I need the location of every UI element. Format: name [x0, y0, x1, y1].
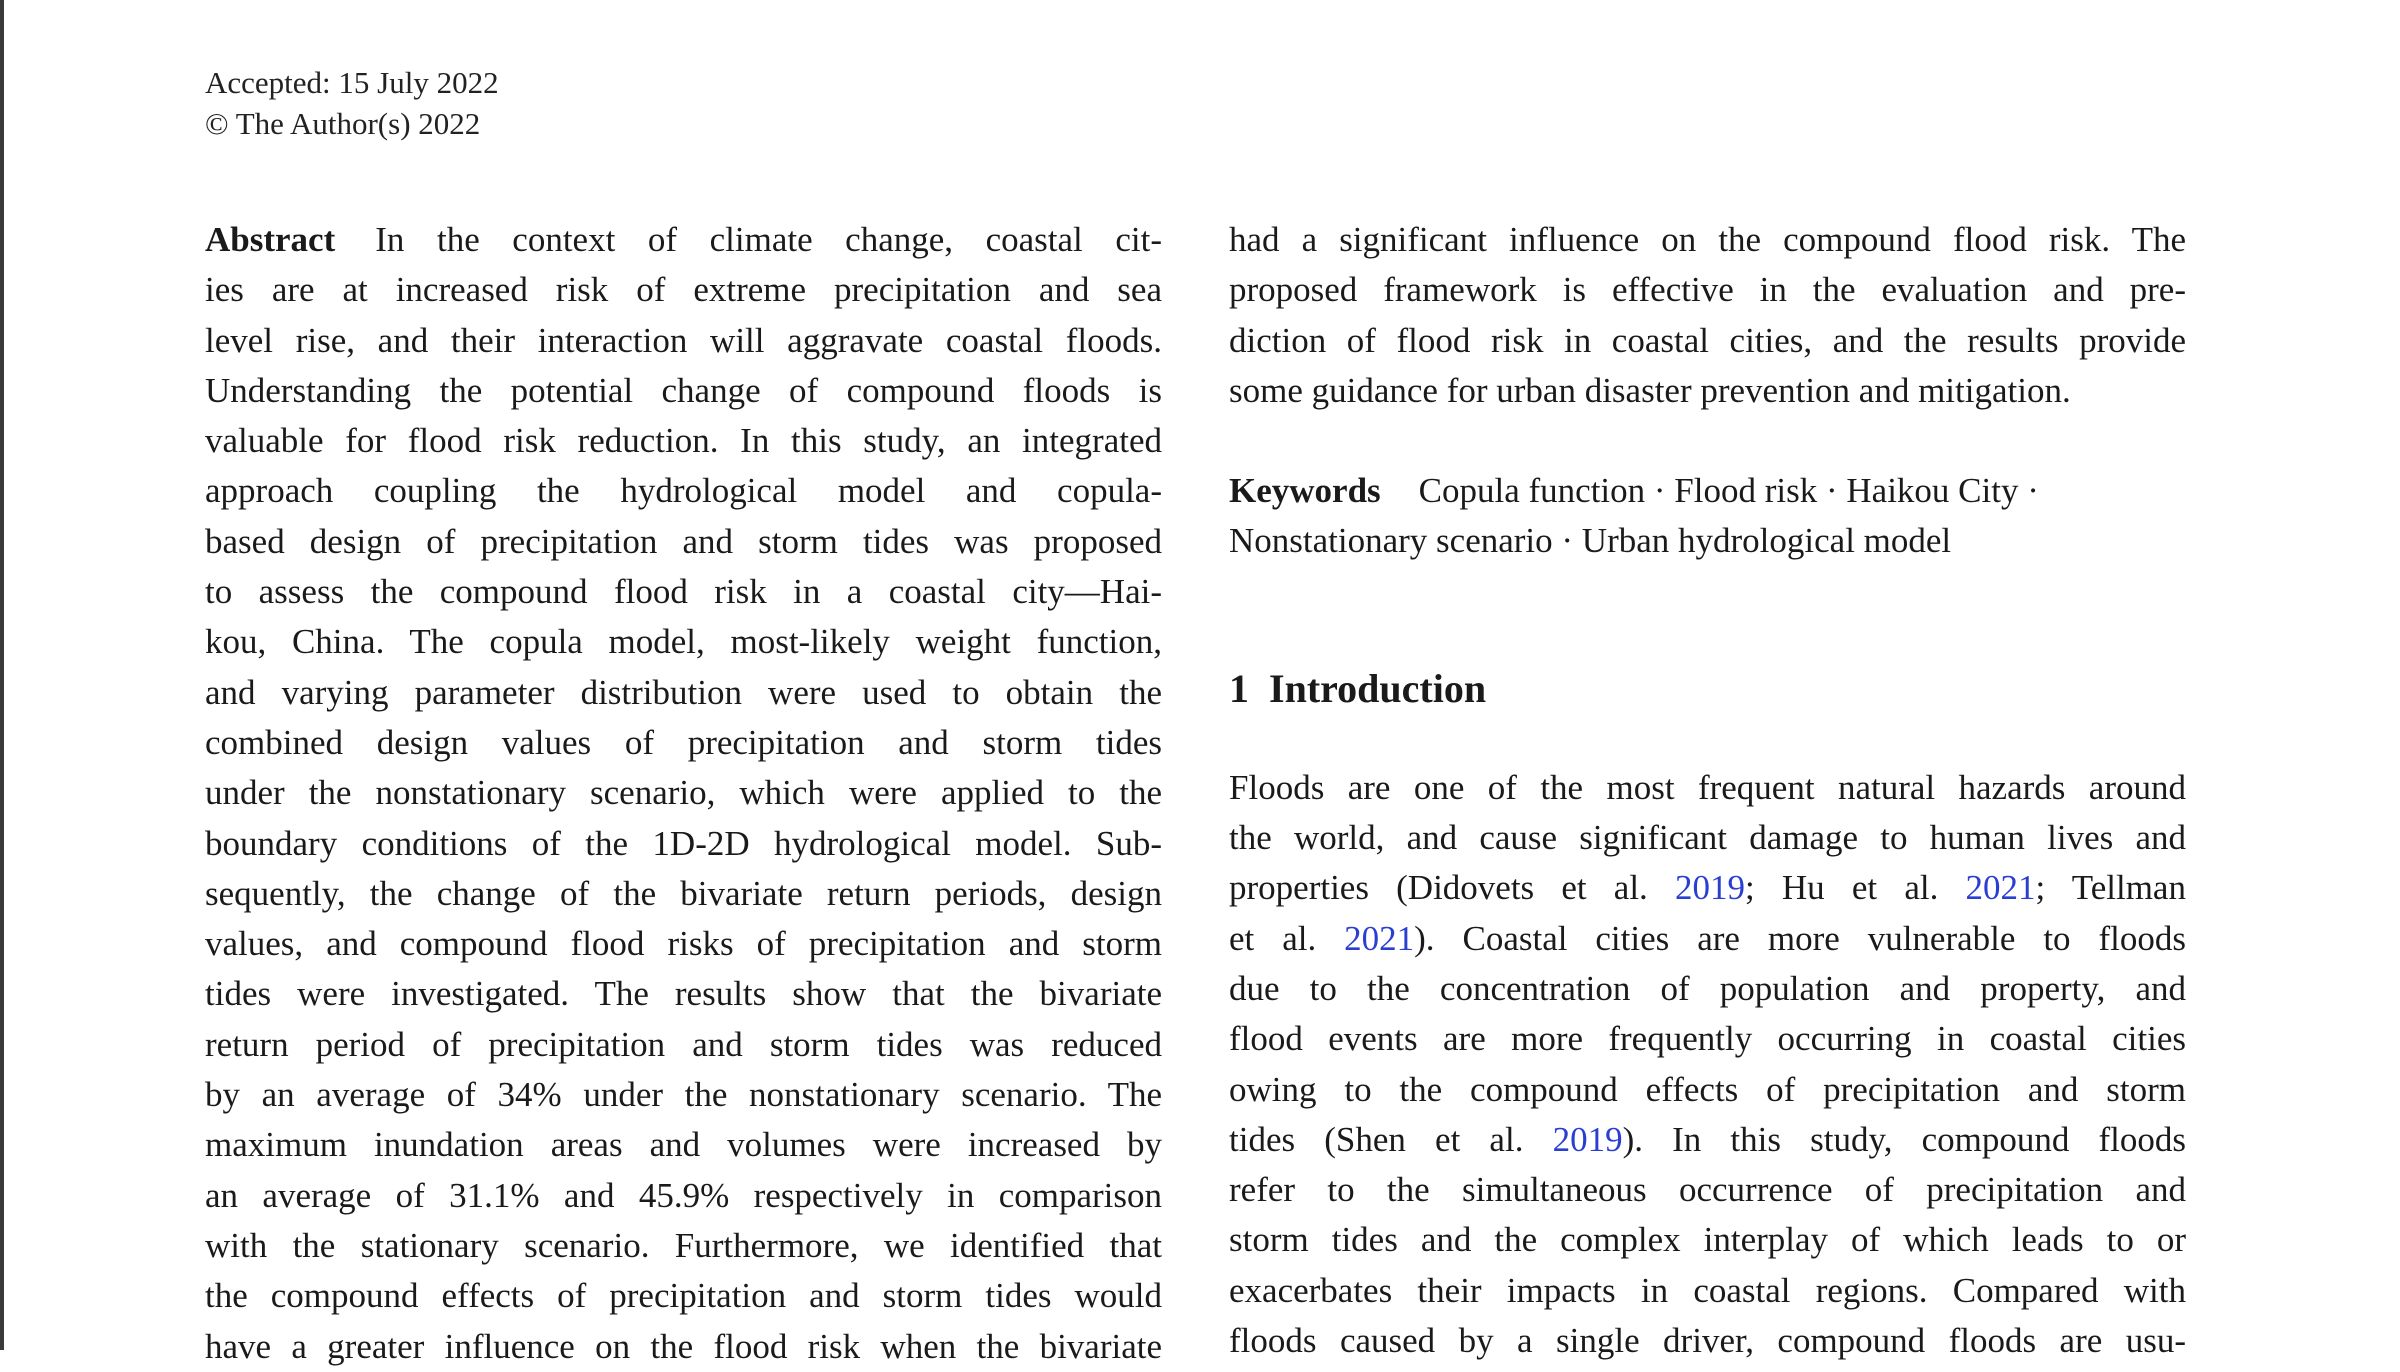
abstract-continued-line: some guidance for urban disaster prevention and mitigation.	[1229, 370, 2071, 410]
abstract-continued-line: had a significant influence on the compound flood risk. The	[1229, 220, 2186, 259]
intro-line: storm tides and the complex interplay of which leads to or	[1229, 1220, 2186, 1260]
introduction-paragraph	[1229, 763, 2186, 1367]
abstract-line: based design of precipitation and storm tides was proposed	[205, 521, 1162, 561]
abstract-line: approach coupling the hydrological model and copula-	[205, 471, 1162, 511]
abstract-line: values, and compound flood risks of precipitation and storm	[205, 924, 1162, 964]
abstract-line: valuable for flood risk reduction. In this study, an integrated	[205, 421, 1162, 461]
intro-line: exacerbates their impacts in coastal regions. Compared with	[1229, 1270, 2186, 1310]
abstract-line: maximum inundation areas and volumes were increased by	[205, 1125, 1162, 1165]
abstract-line: by an average of 34% under the nonstationary scenario. The	[205, 1075, 1162, 1115]
section-number: 1	[1229, 665, 1249, 711]
intro-line: properties (Didovets et al. 2019; Hu et al. 2021; Tellman	[1229, 868, 2186, 908]
abstract-line: Abstract In the context of climate change, coastal cit-	[205, 220, 1162, 259]
article-meta	[205, 62, 499, 144]
abstract-line: have a greater influence on the flood risk when the bivariate	[205, 1326, 1162, 1366]
abstract-line: ies are at increased risk of extreme precipitation and sea	[205, 270, 1162, 310]
right-column	[1229, 215, 2186, 1366]
abstract-label: Abstract	[205, 220, 336, 259]
abstract-line: the compound effects of precipitation and storm tides would	[205, 1276, 1162, 1316]
abstract-line: level rise, and their interaction will aggravate coastal floods.	[205, 320, 1162, 360]
abstract-line: kou, China. The copula model, most-likely weight function,	[205, 622, 1162, 662]
abstract-line: combined design values of precipitation and storm tides	[205, 722, 1162, 762]
citation-link[interactable]: 2021	[1344, 918, 1415, 958]
intro-line: et al. 2021). Coastal cities are more vulnerable to floods	[1229, 918, 2186, 958]
keywords-line: Nonstationary scenario · Urban hydrological model	[1229, 521, 1952, 561]
abstract-line: tides were investigated. The results show that the bivariate	[205, 974, 1162, 1014]
abstract-continued-line: diction of flood risk in coastal cities, and the results provide	[1229, 320, 2186, 360]
copyright-notice: © The Author(s) 2022	[205, 106, 481, 141]
intro-line: flood events are more frequently occurring in coastal cities	[1229, 1019, 2186, 1059]
intro-line: due to the concentration of population and property, and	[1229, 968, 2186, 1008]
abstract-line: and varying parameter distribution were used to obtain the	[205, 672, 1162, 712]
keywords-line: Keywords Copula function · Flood risk · Haikou City ·	[1229, 471, 2039, 511]
intro-line: tides (Shen et al. 2019). In this study, compound floods	[1229, 1119, 2186, 1159]
abstract-continued-line: proposed framework is effective in the evaluation and pre-	[1229, 270, 2186, 310]
intro-line: owing to the compound effects of precipitation and storm	[1229, 1069, 2186, 1109]
abstract-line: with the stationary scenario. Furthermore, we identified that	[205, 1225, 1162, 1265]
intro-line: the world, and cause significant damage to human lives and	[1229, 818, 2186, 858]
abstract-line: an average of 31.1% and 45.9% respectively in comparison	[205, 1175, 1162, 1215]
section-heading-introduction	[1229, 663, 2186, 715]
page-edge	[0, 0, 4, 1350]
keywords-label: Keywords	[1229, 471, 1381, 511]
citation-link[interactable]: 2019	[1552, 1119, 1623, 1159]
section-title: Introduction	[1269, 665, 1487, 711]
abstract-column	[205, 215, 1162, 1372]
accepted-date: Accepted: 15 July 2022	[205, 65, 499, 100]
citation-link[interactable]: 2019	[1675, 868, 1745, 908]
abstract-line: sequently, the change of the bivariate return periods, design	[205, 873, 1162, 913]
abstract-line: Understanding the potential change of compound floods is	[205, 370, 1162, 410]
abstract-line: return period of precipitation and storm tides was reduced	[205, 1024, 1162, 1064]
keywords-block	[1229, 466, 2186, 567]
abstract-line: boundary conditions of the 1D-2D hydrological model. Sub-	[205, 823, 1162, 863]
citation-link[interactable]: 2021	[1965, 868, 2036, 908]
intro-line: floods caused by a single driver, compound floods are usu-	[1229, 1321, 2186, 1361]
abstract-line: under the nonstationary scenario, which were applied to the	[205, 773, 1162, 813]
intro-line: Floods are one of the most frequent natural hazards around	[1229, 767, 2186, 807]
abstract-line: to assess the compound flood risk in a coastal city—Hai-	[205, 572, 1162, 612]
intro-line: refer to the simultaneous occurrence of precipitation and	[1229, 1170, 2186, 1210]
